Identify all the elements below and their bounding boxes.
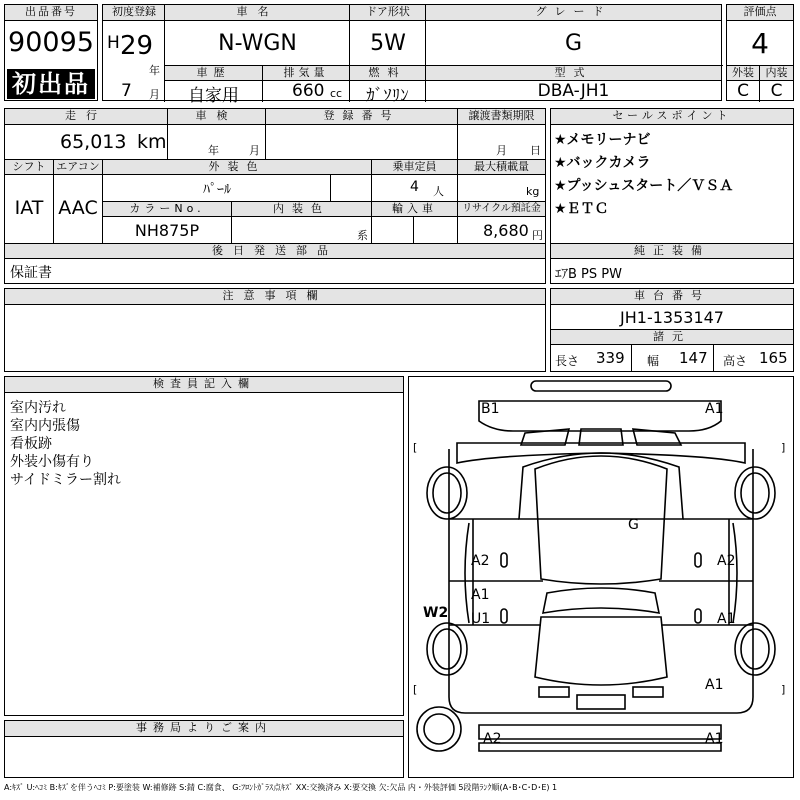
exterior-grade: C [737, 81, 749, 101]
office-label: 事務局よりご案内 [5, 721, 403, 737]
car-name: N-WGN [218, 31, 297, 56]
length-label: 長さ [555, 354, 580, 368]
notes-box [4, 288, 546, 372]
transfer-day-unit: 日 [530, 144, 541, 157]
chassis-number: JH1-1353147 [620, 308, 724, 327]
mark-rear-right: A1 [705, 731, 724, 747]
inspection-year-unit: 年 [208, 144, 219, 157]
mark-right-rear-door: A1 [717, 611, 736, 627]
inspection-label: 車検 [168, 109, 265, 125]
history: 自家用 [188, 86, 239, 106]
height-label: 高さ [723, 354, 748, 368]
color-no: NH875P [134, 221, 200, 240]
mark-left-rear-door: A1 [471, 587, 490, 603]
score: 4 [751, 27, 769, 60]
bracket-right-top: ] [781, 441, 786, 454]
door-type: 5W [370, 31, 406, 56]
capacity-label: 乗車定員 [372, 160, 457, 175]
shift-label: シフト [5, 160, 53, 175]
reg-year: 29 [120, 31, 154, 61]
mileage: 65,013 [60, 131, 127, 153]
score-label: 評価点 [727, 5, 793, 21]
grade-label: グレード [426, 5, 721, 21]
sales-point-item: ★バックカメラ [554, 155, 651, 171]
lot-number: 90095 [8, 27, 94, 58]
interior-label: 内装 [760, 66, 793, 81]
import-label: 輸入車 [372, 202, 457, 217]
mileage-label: 走行 [5, 109, 167, 125]
chassis-box [550, 288, 794, 372]
first-listing-badge: 初出品 [7, 69, 95, 99]
lot-label: 出品番号 [5, 5, 97, 21]
genuine-value: ｴｱB PS PW [555, 267, 622, 282]
reg-number-label: 登録番号 [266, 109, 457, 125]
ac-label: エアコン [54, 160, 102, 175]
chassis-label: 車台番号 [551, 289, 793, 305]
legend: A:ｷｽﾞ U:ﾍｺﾐ B:ｷｽﾞを伴うﾍｺﾐ P:要塗装 W:補修跡 S:錆 C:腐食、 G:ﾌﾛﾝﾄｶﾞﾗｽ点ｷｽﾞ XX:交換済み X:要交換 欠:欠品 内・外装評価 5段階ﾗﾝｸ順(A･B･C･D･E) 1 [4, 783, 558, 792]
mark-left-quarter: W2 [423, 605, 449, 621]
displacement-unit: cc [330, 87, 343, 100]
capacity: 4 [410, 179, 419, 195]
first-reg-label: 初度登録 [103, 5, 165, 21]
transfer-label: 譲渡書類期限 [458, 109, 545, 125]
exterior-label: 外装 [727, 66, 759, 81]
model: DBA-JH1 [537, 81, 610, 101]
fuel: ｶﾞｿﾘﾝ [366, 86, 409, 106]
displacement-label: 排気量 [263, 66, 349, 81]
inspector-box [4, 376, 404, 716]
interior-color-unit: 系 [357, 229, 368, 242]
notes-label: 注意事項欄 [5, 289, 545, 305]
car-name-label: 車名 [165, 5, 350, 21]
office-box [4, 720, 404, 778]
grade: G [564, 31, 583, 56]
mark-left-front-door: A2 [471, 553, 490, 569]
inspector-note: 室内内張傷 [10, 418, 80, 434]
sales-point-item: ★ＥＴＣ [554, 201, 609, 217]
vehicle-info-table [4, 108, 546, 284]
recycle-fee: 8,680 [483, 221, 529, 240]
later-parts-value: 保証書 [10, 265, 52, 281]
mark-front-left: B1 [481, 401, 500, 417]
bracket-right-bottom: ] [781, 683, 786, 696]
era: H [107, 33, 120, 53]
model-label: 型式 [426, 66, 721, 81]
bracket-left-bottom: [ [413, 683, 418, 696]
width: 147 [679, 349, 708, 367]
recycle-unit: 円 [532, 229, 543, 242]
mark-rear-left: A2 [483, 731, 502, 747]
inspection-month-unit: 月 [249, 144, 260, 157]
color-no-label: カラーNo. [103, 202, 231, 217]
load-label: 最大積載量 [458, 160, 545, 175]
recycle-label: リサイクル預託金 [458, 202, 545, 217]
shift: IAT [14, 197, 44, 219]
width-label: 幅 [647, 354, 660, 368]
capacity-unit: 人 [433, 185, 444, 198]
genuine-label: 純正装備 [551, 244, 793, 259]
load-unit: kg [526, 185, 540, 198]
sales-point-item: ★プッシュスタート／ＶＳＡ [554, 178, 734, 194]
mileage-unit: km [137, 131, 167, 153]
ac: AAC [58, 197, 98, 219]
displacement: 660 [292, 81, 325, 101]
door-label: ドア形状 [350, 5, 426, 21]
month-unit: 月 [149, 88, 160, 101]
fuel-label: 燃料 [350, 66, 425, 81]
bracket-left-top: [ [413, 441, 418, 454]
dims-label: 諸元 [551, 330, 793, 345]
sales-points-label: セールスポイント [551, 109, 793, 125]
sales-point-item: ★メモリーナビ [554, 132, 651, 148]
interior-grade: C [770, 81, 783, 101]
height: 165 [759, 349, 788, 367]
inspector-label: 検査員記入欄 [5, 377, 403, 393]
mark-front-right: A1 [705, 401, 724, 417]
year-unit: 年 [149, 64, 160, 77]
exterior-color: ﾊﾟｰﾙ [203, 182, 231, 198]
car-diagram [408, 376, 794, 778]
mark-left-rear-door-dent: U1 [471, 611, 491, 627]
interior-color-label: 内装色 [232, 202, 371, 217]
inspector-note: 看板跡 [10, 436, 52, 452]
car-outline-svg [409, 377, 793, 777]
mark-right-front-door: A2 [717, 553, 736, 569]
reg-month: 7 [121, 81, 132, 101]
score-box [726, 4, 794, 101]
inspector-note: 外装小傷有り [10, 454, 94, 470]
later-parts-label: 後日発送部品 [5, 244, 545, 259]
lot-box [4, 4, 98, 101]
history-label: 車歴 [165, 66, 262, 81]
mark-right-rear: A1 [705, 677, 724, 693]
transfer-month-unit: 月 [496, 144, 507, 157]
length: 339 [596, 349, 625, 367]
color-label: 外装色 [103, 160, 371, 175]
inspector-note: 室内汚れ [10, 400, 66, 416]
header-table [102, 4, 722, 106]
sales-points-box [550, 108, 794, 284]
inspector-note: サイドミラー割れ [10, 472, 122, 488]
mark-windshield: G [628, 517, 639, 533]
